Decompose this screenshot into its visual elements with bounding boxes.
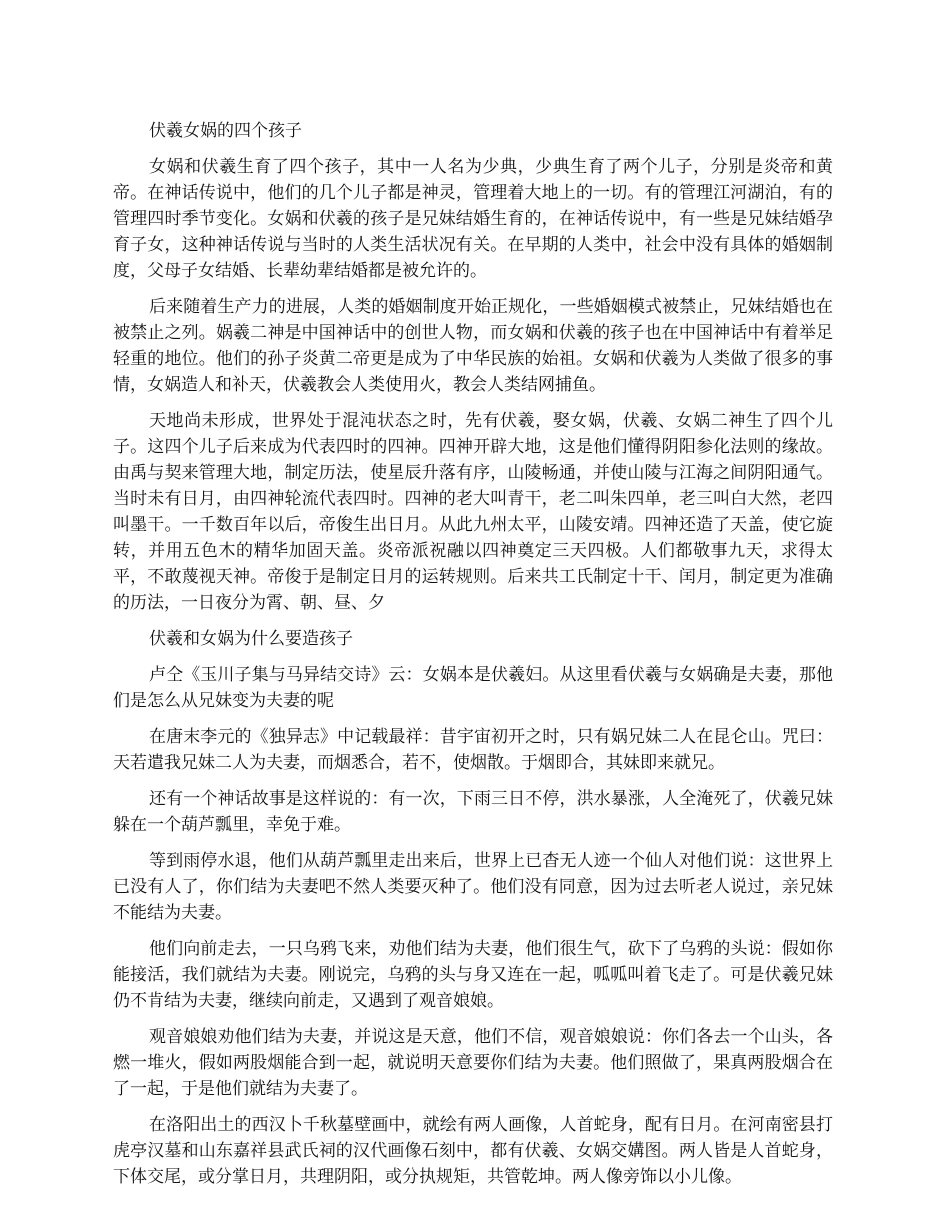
paragraph: 女娲和伏羲生育了四个孩子，其中一人名为少典，少典生育了两个儿子，分别是炎帝和黄帝。在神话传说中，他们的几个儿子都是神灵，管理着大地上的一切。有的管理江河湖泊，有的管理四时季节变化。女娲和伏羲的孩子是兄妹结婚生育的，在神话传说中，有一些是兄妹结婚孕育子女，这种神话传说与当时的人类生活状况有关。在早期的人类中，社会中没有具体的婚姻制度，父母子女结婚、长辈幼辈结婚都是被允许的。 [113, 157, 833, 281]
paragraph: 观音娘娘劝他们结为夫妻，并说这是天意，他们不信，观音娘娘说：你们各去一个山头，各燃一堆火，假如两股烟能合到一起，就说明天意要你们结为夫妻。他们照做了，果真两股烟合在了一起，于是他们就结为夫妻了。 [113, 1027, 833, 1099]
document-page [113, 118, 833, 1200]
paragraph: 等到雨停水退，他们从葫芦瓢里走出来后，世界上已杳无人迹一个仙人对他们说：这世界上已没有人了，你们结为夫妻吧不然人类要灭种了。他们没有同意，因为过去听老人说过，亲兄妹不能结为夫妻。 [113, 851, 833, 923]
paragraph: 还有一个神话故事是这样说的：有一次，下雨三日不停，洪水暴涨，人全淹死了，伏羲兄妹躲在一个葫芦瓢里，幸免于难。 [113, 789, 833, 835]
paragraph: 天地尚未形成，世界处于混沌状态之时，先有伏羲，娶女娲，伏羲、女娲二神生了四个儿子。这四个儿子后来成为代表四时的四神。四神开辟大地，这是他们懂得阴阳参化法则的缘故。由禹与契来管理大地，制定历法，使星辰升落有序，山陵畅通，并使山陵与江海之间阴阳通气。当时未有日月，由四神轮流代表四时。四神的老大叫青干，老二叫朱四单，老三叫白大然，老四叫墨干。一千数百年以后，帝俊生出日月。从此九州太平，山陵安靖。四神还造了天盖，使它旋转，并用五色木的精华加固天盖。炎帝派祝融以四神奠定三天四极。人们都敬事九天，求得太平，不敢蔑视天神。帝俊于是制定日月的运转规则。后来共工氏制定十干、闰月，制定更为准确的历法，一日夜分为霄、朝、昼、夕 [113, 411, 833, 613]
section-heading-why-create-children: 伏羲和女娲为什么要造孩子 [149, 629, 353, 649]
section-heading-four-children: 伏羲女娲的四个孩子 [149, 121, 302, 141]
paragraph: 在洛阳出土的西汉卜千秋墓壁画中，就绘有两人画像，人首蛇身，配有日月。在河南密县打虎亭汉墓和山东嘉祥县武氏祠的汉代画像石刻中，都有伏羲、女娲交媾图。两人皆是人首蛇身，下体交尾，或分掌日月，共理阴阳，或分执规矩，共管乾坤。两人像旁饰以小儿像。 [113, 1115, 833, 1187]
paragraph: 他们向前走去，一只乌鸦飞来，劝他们结为夫妻，他们很生气，砍下了乌鸦的头说：假如你能接活，我们就结为夫妻。刚说完，乌鸦的头与身又连在一起，呱呱叫着飞走了。可是伏羲兄妹仍不肯结为夫妻，继续向前走，又遇到了观音娘娘。 [113, 939, 833, 1011]
paragraph: 后来随着生产力的进展，人类的婚姻制度开始正规化，一些婚姻模式被禁止，兄妹结婚也在被禁止之列。娲羲二神是中国神话中的创世人物，而女娲和伏羲的孩子也在中国神话中有着举足轻重的地位。他们的孙子炎黄二帝更是成为了中华民族的始祖。女娲和伏羲为人类做了很多的事情，女娲造人和补天，伏羲教会人类使用火，教会人类结网捕鱼。 [113, 297, 833, 395]
paragraph: 卢仝《玉川子集与马异结交诗》云：女娲本是伏羲妇。从这里看伏羲与女娲确是夫妻，那他们是怎么从兄妹变为夫妻的呢 [113, 665, 833, 711]
paragraph: 在唐末李元的《独异志》中记载最祥：昔宇宙初开之时，只有娲兄妹二人在昆仑山。咒曰：天若遣我兄妹二人为夫妻，而烟悉合，若不，使烟散。于烟即合，其妹即来就兄。 [113, 727, 833, 773]
